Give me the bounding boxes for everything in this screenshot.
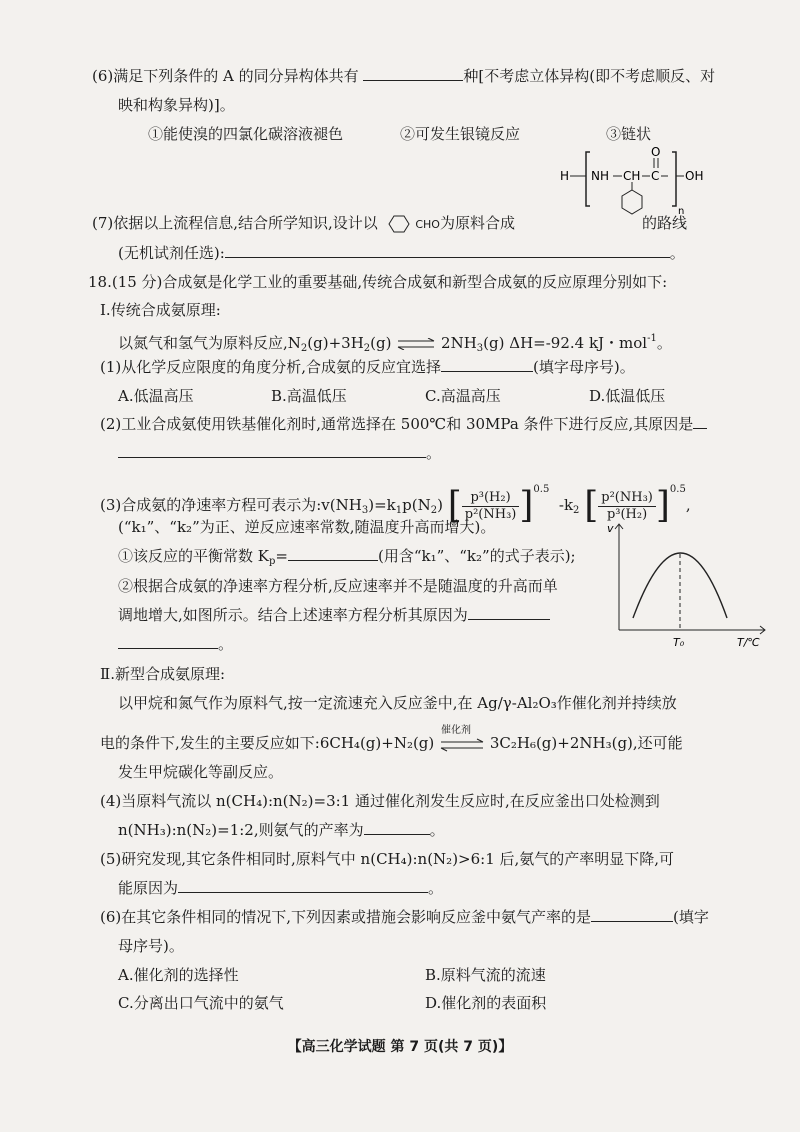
q17-7-cho: CHO: [415, 218, 440, 231]
eq-g: 。: [656, 334, 672, 352]
polymer-n: n: [678, 206, 685, 216]
q17-7-end: 。: [669, 244, 685, 262]
q17-6-line2: 映和构象异构)]。: [118, 96, 235, 114]
q3-exp-2: 0.5: [669, 484, 686, 495]
polymer-oh: OH: [685, 169, 704, 183]
polymer-o: O: [651, 146, 661, 159]
polymer-structure: [560, 146, 730, 216]
q17-7-line2: [118, 243, 685, 263]
q18-6-option-d: D.催化剂的表面积: [425, 994, 547, 1012]
q3-sub1-b: =: [275, 547, 288, 565]
q18-5-line1: (5)研究发现,其它条件相同时,原料气中 n(CH₄):n(N₂)>6:1 后,氨气的产率明显下降,可: [100, 850, 675, 868]
fraction-1-den: p²(NH₃): [464, 506, 517, 522]
q18-2-answer-blank-a[interactable]: [693, 414, 707, 429]
q18-1-option-d: D.低温低压: [589, 387, 666, 405]
q18-4-line2: [118, 820, 445, 840]
catalyst-equilibrium-arrow-icon: [439, 738, 485, 752]
q3-sub2-text: 调地增大,如图所示。结合上述速率方程分析其原因为: [118, 606, 468, 624]
q18-3-sub2-answer-blank-b[interactable]: [118, 634, 218, 649]
q3-comma: ,: [685, 496, 691, 514]
q3-minus: -k: [558, 496, 574, 514]
q17-7-line1: [92, 213, 515, 235]
q18-3-sub2-line2: [118, 605, 550, 625]
q17-6-line1: [92, 66, 715, 86]
q18-1-answer-blank[interactable]: [441, 357, 533, 372]
equilibrium-arrow-icon: [396, 338, 436, 350]
q3-sub1-a: ①该反应的平衡常数 K: [118, 547, 269, 565]
q18-1-option-a: A.低温高压: [118, 387, 194, 405]
q18-1-option-b: B.高温低压: [271, 387, 347, 405]
polymer-ch: CH: [623, 169, 641, 183]
q17-cond2: ②可发生银镜反应: [400, 125, 521, 143]
q18-5-line2: [118, 878, 443, 898]
polymer-nh: NH: [591, 169, 609, 183]
eq-f: -1: [647, 333, 657, 344]
fraction-2-den: p³(H₂): [606, 506, 648, 522]
q18-2-line2: [118, 443, 441, 463]
q18-4-end: 。: [429, 821, 445, 839]
part2-line2-a: 电的条件下,发生的主要反应如下:6CH₄(g)+N₂(g): [100, 734, 435, 752]
phenyl-ring: [622, 190, 642, 214]
q18-part2-line3: 发生甲烷碳化等副反应。: [118, 763, 284, 781]
q17-cond1: ①能使溴的四氯化碳溶液褪色: [148, 125, 344, 143]
q18-part2-line1: 以甲烷和氮气作为原料气,按一定流速充入反应釜中,在 Ag/γ-Al₂O₃作催化剂并持续放: [118, 694, 677, 712]
bracket-right-2: ]: [655, 485, 670, 526]
eq-c: (g): [370, 334, 392, 352]
q3-sub1-c: (用含“k₁”、“k₂”的式子表示);: [377, 547, 576, 565]
q18-3-sub1: [118, 546, 576, 572]
q3-sub2-end: 。: [218, 635, 234, 653]
q3-sub1-p: p: [268, 556, 276, 567]
graph-y-label: v: [607, 522, 614, 535]
q18-part2-line2: [100, 725, 683, 754]
q18-3-sub2-line1: ②根据合成氨的净速率方程分析,反应速率并不是随温度的升高而单: [118, 577, 558, 595]
q17-6-answer-blank[interactable]: [363, 66, 463, 81]
q17-7-text-b: 为原料合成: [439, 214, 515, 232]
q18-part1-title: Ⅰ.传统合成氨原理:: [100, 301, 221, 319]
q17-7-text-line2: (无机试剂任选):: [118, 244, 225, 262]
q18-6-option-b: B.原料气流的流速: [425, 966, 546, 984]
q18-6-option-a: A.催化剂的选择性: [118, 966, 239, 984]
catalyst-label: 催化剂: [441, 725, 472, 736]
q18-1-tail: (填字母序号)。: [533, 358, 635, 376]
q18-5-text: 能原因为: [118, 879, 179, 897]
graph-x-label: T/℃: [737, 636, 760, 649]
q3-d: ): [437, 496, 443, 514]
polymer-c: C: [651, 169, 660, 183]
eq-e: (g) ΔH=-92.4 kJ・mol: [483, 334, 648, 352]
fraction-2-num: p²(NH₃): [598, 490, 656, 507]
q3-b: )=k: [368, 496, 396, 514]
q18-6-text: (6)在其它条件相同的情况下,下列因素或措施会影响反应釜中氨气产率的是: [100, 908, 592, 926]
eq-b: (g)+3H: [307, 334, 364, 352]
q18-6-tail: (填字: [673, 908, 709, 926]
q17-7-answer-blank[interactable]: [225, 243, 670, 258]
q18-4-text: n(NH₃):n(N₂)=1:2,则氨气的产率为: [118, 821, 364, 839]
q17-cond3: ③链状: [606, 125, 652, 143]
q18-1: [100, 357, 635, 377]
part2-line2-b: 3C₂H₆(g)+2NH₃(g),还可能: [489, 734, 683, 752]
eq-a: 以氮气和氢气为原料反应,N: [118, 334, 301, 352]
catalyst-arrow: [439, 725, 485, 754]
q18-3-sub1-answer-blank[interactable]: [288, 546, 378, 561]
q18-2-line1: [100, 414, 707, 434]
q18-6-line1: [100, 907, 709, 927]
q18-6-answer-blank[interactable]: [591, 907, 673, 922]
q18-2-end: 。: [426, 444, 442, 462]
bracket-left-1: [: [447, 485, 462, 526]
q18-5-end: 。: [428, 879, 444, 897]
q18-1-option-c: C.高温高压: [425, 387, 501, 405]
q17-6-label: (6): [92, 67, 114, 85]
q18-2-answer-blank-b[interactable]: [118, 443, 426, 458]
q3-exp-1: 0.5: [533, 484, 550, 495]
q17-6-text-a: 满足下列条件的 A 的同分异构体共有: [113, 67, 359, 85]
q17-7-text-a: (7)依据以上流程信息,结合所学知识,设计以: [92, 214, 378, 232]
q18-part1-equation: 以氮气和氢气为原料反应$,N_2(g)+3H_2(g)$ $2NH_3(g)$ ΔH=-92.4 kJ・mol$^{-1}$。: [118, 333, 672, 354]
polymer-h: H: [560, 169, 570, 183]
q18-header: 18.(15 分)合成氨是化学工业的重要基础,传统合成氨和新型合成氨的反应原理分别如下:: [88, 273, 668, 291]
q17-6-text-b: 种[不考虑立体异构(即不考虑顺反、对: [463, 67, 716, 85]
q18-6-option-c: C.分离出口气流中的氨气: [118, 994, 284, 1012]
q17-7-text-c: 的路线: [642, 214, 688, 232]
q18-3-line2: (“k₁”、“k₂”为正、逆反应速率常数,随温度升高而增大)。: [118, 518, 496, 536]
page-footer: 【高三化学试题 第 7 页(共 7 页)】: [287, 1039, 513, 1055]
q18-4-line1: (4)当原料气流以 n(CH₄):n(N₂)=3:1 通过催化剂发生反应时,在反应釜出口处检测到: [100, 792, 660, 810]
rate-temperature-graph: [605, 518, 775, 656]
q18-4-answer-blank[interactable]: [364, 820, 430, 835]
q18-5-answer-blank[interactable]: [178, 878, 428, 893]
bracket-left-2: [: [584, 485, 599, 526]
graph-t0-label: T₀: [673, 636, 685, 649]
q3-a: (3)合成氨的净速率方程可表示为:v(NH: [100, 496, 362, 514]
q18-6-line2: 母序号)。: [118, 937, 184, 955]
benzaldehyde-ring-icon: [383, 214, 411, 234]
fraction-1-num: p³(H₂): [462, 490, 520, 507]
bracket-right-1: ]: [519, 485, 534, 526]
eq-d: 2NH: [441, 334, 477, 352]
q18-3-sub2-line3: [118, 634, 233, 654]
q18-part2-title: Ⅱ.新型合成氨原理:: [100, 665, 226, 683]
q18-1-text: (1)从化学反应限度的角度分析,合成氨的反应宜选择: [100, 358, 442, 376]
q18-3-equation: (3)合成氨的净速率方程可表示为$:v(NH_3)=k_1p(N_2)$ [ $\frac{\text{p³(H₂)}}{\text{p²(NH₃)}}$ ]$^{0.5}$ $-k_2$ [ $\frac{\text{p²(NH₃)}}{\text{p³(H₂)}}$ ]$^{0.5}$,: [100, 484, 691, 526]
q3-c: p(N: [402, 496, 431, 514]
q18-3-sub2-answer-blank-a[interactable]: [468, 605, 550, 620]
q18-2-text: (2)工业合成氨使用铁基催化剂时,通常选择在 500℃和 30MPa 条件下进行反应,其原因是: [100, 415, 694, 433]
